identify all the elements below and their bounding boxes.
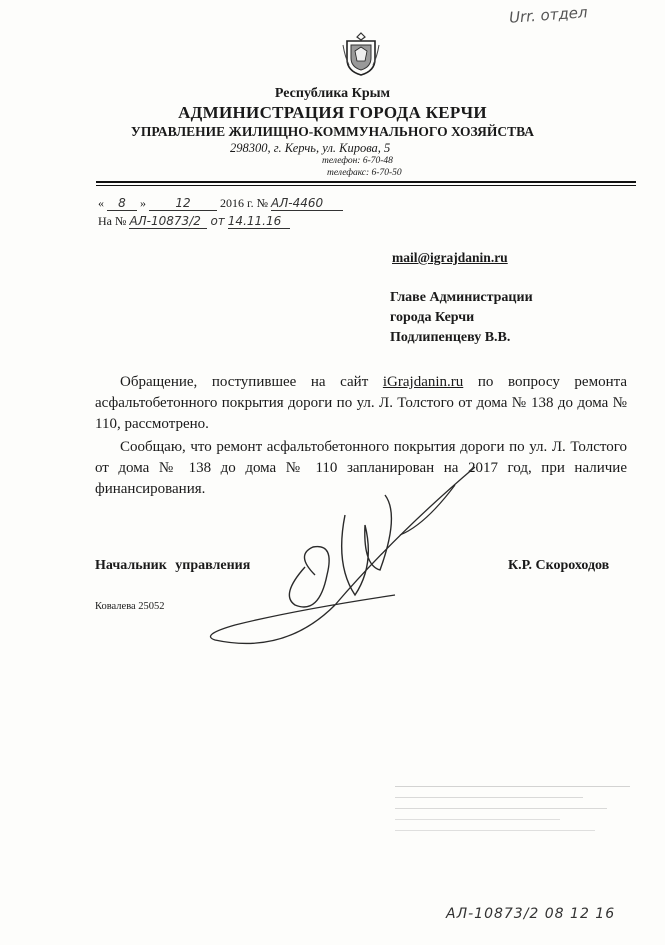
site-link[interactable]: iGrajdanin.ru: [382, 374, 464, 390]
quote-open: «: [98, 196, 104, 210]
reg-number: АЛ-4460: [271, 196, 343, 211]
reference-line: [98, 214, 290, 229]
recipient-line-2: города Керчи: [390, 310, 475, 325]
p1-end: по вопросу ремонта асфальтобетонного покрытия дороги по ул. Л. Толстого от дома № 138 до дома № 110, рассмотрено.: [95, 374, 628, 432]
body-paragraph-1: [95, 372, 627, 435]
header-rule-thin: [96, 185, 636, 186]
p1-start: Обращение, поступившее на сайт: [120, 374, 369, 390]
administration-name: АДМИНИСТРАЦИЯ ГОРОДА КЕРЧИ: [178, 103, 487, 122]
ref-date: 14.11.16: [228, 214, 290, 229]
body-paragraph-2: Сообщаю, что ремонт асфальтобетонного покрытия дороги по ул. Л. Толстого от дома № 138 до дома № 110 запланирован на 2017 год, при наличие финансирования.: [95, 439, 627, 497]
department-name: УПРАВЛЕНИЕ ЖИЛИЩНО-КОММУНАЛЬНОГО ХОЗЯЙСТВА: [130, 124, 535, 139]
ref-label: На №: [98, 214, 127, 228]
crest-icon: [341, 31, 381, 77]
signatory-name: К.Р. Скороходов: [508, 558, 610, 573]
reg-year: 2016 г. №: [220, 196, 269, 210]
handwritten-corner-note: Urr. отдел: [508, 3, 589, 27]
header-rule: [96, 181, 636, 183]
executor: Ковалева 25052: [95, 601, 165, 612]
registration-date-line: [98, 196, 343, 211]
recipient-email[interactable]: mail@igrajdanin.ru: [392, 250, 508, 265]
fax: телефакс: 6-70-50: [327, 168, 402, 178]
reg-day: 8: [107, 196, 137, 211]
recipient-block: [390, 288, 533, 348]
recipient-line-3: Подлипенцеву В.В.: [390, 330, 511, 345]
republic-name: Республика Крым: [274, 86, 391, 101]
quote-close: »: [140, 196, 146, 210]
signatory-position: Начальник управления: [95, 558, 251, 573]
ref-number: АЛ-10873/2: [129, 214, 207, 229]
handwritten-signature: [195, 455, 495, 655]
ref-from: от: [210, 214, 225, 228]
faint-stamp: [395, 780, 630, 865]
recipient-line-1: Главе Администрации: [390, 290, 533, 305]
address: 298300, г. Керчь, ул. Кирова, 5: [230, 141, 391, 155]
reg-month: 12: [149, 196, 217, 211]
bottom-handwritten-reference: АЛ-10873/2 08 12 16: [446, 906, 616, 922]
phone: телефон: 6-70-48: [322, 156, 393, 166]
